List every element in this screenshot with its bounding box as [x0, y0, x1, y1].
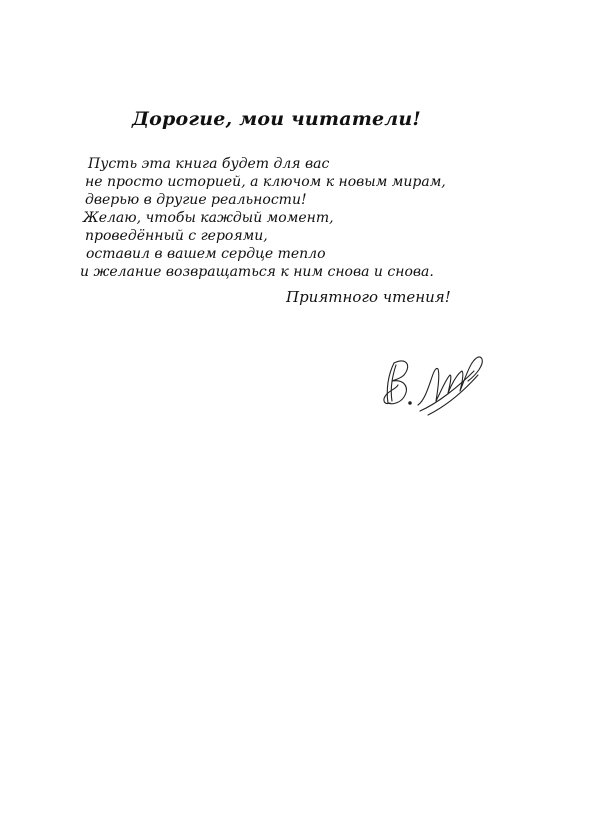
- letter-line: Пусть эта книга будет для вас: [88, 156, 330, 172]
- letter-line: дверью в другие реальности!: [85, 192, 307, 208]
- closing-line: Приятного чтения!: [286, 288, 451, 306]
- letter-line: проведённый с героями,: [85, 228, 268, 244]
- letter-line: и желание возвращаться к ним снова и снова.: [80, 264, 434, 280]
- signature-icon: [380, 345, 490, 420]
- letter-line: не просто историей, а ключом к новым мирам,: [85, 174, 446, 190]
- letter-line: Желаю, чтобы каждый момент,: [83, 210, 334, 226]
- letter-line: оставил в вашем сердце тепло: [86, 246, 326, 262]
- letter-title: Дорогие, мои читатели!: [132, 108, 421, 130]
